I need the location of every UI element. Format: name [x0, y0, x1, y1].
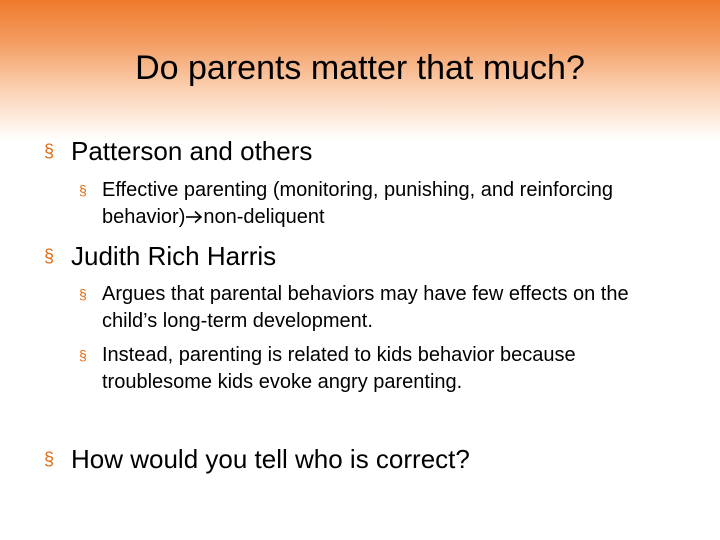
bullet-text: How would you tell who is correct?: [71, 444, 470, 474]
right-arrow-icon: [185, 210, 203, 224]
subbullet-text-before-arrow: Effective parenting (monitoring, punishing, and reinforcing behavior): [102, 179, 614, 228]
subbullet-marker-icon: §: [79, 286, 87, 302]
bullet-harris: [44, 240, 276, 272]
bullet-marker-icon: §: [44, 449, 55, 469]
bullet-text: Judith Rich Harris: [71, 241, 277, 271]
subbullet-text: Instead, parenting is related to kids behavior because troublesome kids evoke angry parenting.: [102, 344, 576, 393]
subbullet-text-after-arrow: non-deliquent: [203, 206, 325, 228]
bullet-patterson: [44, 135, 312, 167]
subbullet-argues: [79, 281, 689, 335]
subbullet-marker-icon: §: [79, 182, 87, 198]
subbullet-effective-parenting: [79, 177, 689, 231]
bullet-marker-icon: §: [44, 141, 55, 161]
bullet-text: Patterson and others: [71, 136, 313, 166]
subbullet-marker-icon: §: [79, 347, 87, 363]
bullet-question: [44, 443, 470, 475]
bullet-marker-icon: §: [44, 246, 55, 266]
subbullet-text: Argues that parental behaviors may have few effects on the child’s long-term development.: [102, 283, 629, 332]
subbullet-text: [102, 177, 689, 231]
slide-title: Do parents matter that much?: [135, 49, 585, 87]
subbullet-instead: [79, 342, 689, 396]
